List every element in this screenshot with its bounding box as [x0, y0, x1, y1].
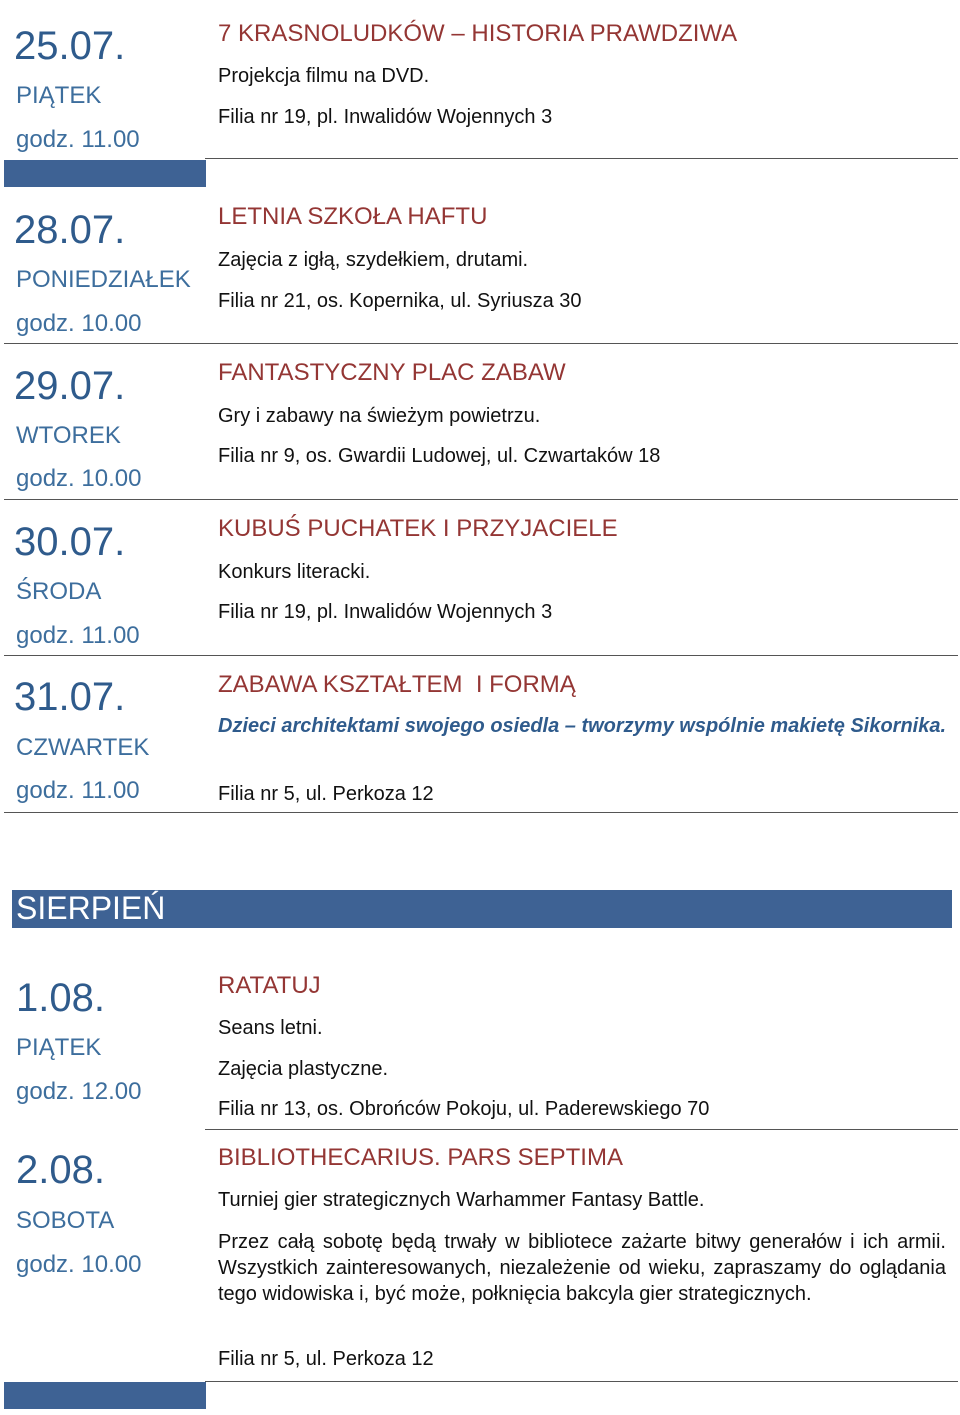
- event-date: 29.07.: [14, 364, 126, 408]
- event-date: 28.07.: [14, 208, 126, 252]
- month-header: [12, 890, 952, 928]
- event-description: Projekcja filmu na DVD.: [218, 65, 430, 87]
- event-title: LETNIA SZKOŁA HAFTU: [218, 203, 488, 230]
- section-bar: [4, 160, 206, 187]
- event-time: godz. 11.00: [16, 622, 140, 649]
- row-divider: [205, 1381, 958, 1382]
- event-date: 31.07.: [14, 675, 126, 719]
- event-time: godz. 12.00: [16, 1078, 142, 1105]
- event-title: 7 KRASNOLUDKÓW – HISTORIA PRAWDZIWA: [218, 20, 738, 47]
- event-day: SOBOTA: [16, 1207, 115, 1234]
- event-place: Filia nr 5, ul. Perkoza 12: [218, 783, 434, 805]
- event-description-2: Zajęcia plastyczne.: [218, 1058, 389, 1080]
- event-day: ŚRODA: [16, 578, 102, 605]
- event-place: Filia nr 5, ul. Perkoza 12: [218, 1348, 434, 1370]
- event-title: FANTASTYCZNY PLAC ZABAW: [218, 359, 566, 386]
- event-place: Filia nr 21, os. Kopernika, ul. Syriusza 30: [218, 290, 582, 312]
- event-date: 1.08.: [16, 976, 105, 1020]
- event-day: WTOREK: [16, 422, 121, 449]
- event-day: CZWARTEK: [16, 734, 150, 761]
- event-title: BIBLIOTHECARIUS. PARS SEPTIMA: [218, 1144, 623, 1171]
- event-date: 30.07.: [14, 520, 126, 564]
- row-divider: [4, 812, 958, 813]
- event-time: godz. 10.00: [16, 465, 142, 492]
- row-divider: [205, 1129, 958, 1130]
- event-day: PONIEDZIAŁEK: [16, 266, 191, 293]
- event-title: ZABAWA KSZTAŁTEM I FORMĄ: [218, 671, 576, 698]
- row-divider: [4, 343, 958, 344]
- event-time: godz. 10.00: [16, 310, 142, 337]
- event-day: PIĄTEK: [16, 82, 102, 109]
- event-description: Seans letni.: [218, 1017, 323, 1039]
- event-description: Zajęcia z igłą, szydełkiem, drutami.: [218, 249, 529, 271]
- event-place: Filia nr 9, os. Gwardii Ludowej, ul. Czwartaków 18: [218, 445, 661, 467]
- event-time: godz. 10.00: [16, 1251, 142, 1278]
- event-title: RATATUJ: [218, 972, 321, 999]
- row-divider: [205, 158, 958, 159]
- event-place: Filia nr 19, pl. Inwalidów Wojennych 3: [218, 601, 553, 623]
- event-time: godz. 11.00: [16, 126, 140, 153]
- event-time: godz. 11.00: [16, 777, 140, 804]
- event-day: PIĄTEK: [16, 1034, 102, 1061]
- event-description: Dzieci architektami swojego osiedla – tworzymy wspólnie makietę Sikornika.: [218, 715, 947, 737]
- event-title: KUBUŚ PUCHATEK I PRZYJACIELE: [218, 515, 618, 542]
- row-divider: [4, 499, 958, 500]
- event-place: Filia nr 19, pl. Inwalidów Wojennych 3: [218, 106, 553, 128]
- event-description: Gry i zabawy na świeżym powietrzu.: [218, 405, 541, 427]
- event-description: Turniej gier strategicznych Warhammer Fantasy Battle.: [218, 1189, 705, 1211]
- row-divider: [4, 655, 958, 656]
- event-description: Konkurs literacki.: [218, 561, 371, 583]
- section-bar: [4, 1382, 206, 1409]
- event-date: 25.07.: [14, 24, 126, 68]
- event-date: 2.08.: [16, 1148, 105, 1192]
- event-place: Filia nr 13, os. Obrońców Pokoju, ul. Paderewskiego 70: [218, 1098, 710, 1120]
- event-description-2: Przez całą sobotę będą trwały w bibliotece zażarte bitwy generałów i ich armii. Wszystkich zainteresowanych, niezależenie od wieku, zapraszamy do oglądania tego widowiska i, być może, połknięcia bakcyla gier strategicznych.: [218, 1231, 946, 1305]
- month-header-label: SIERPIEŃ: [16, 890, 166, 926]
